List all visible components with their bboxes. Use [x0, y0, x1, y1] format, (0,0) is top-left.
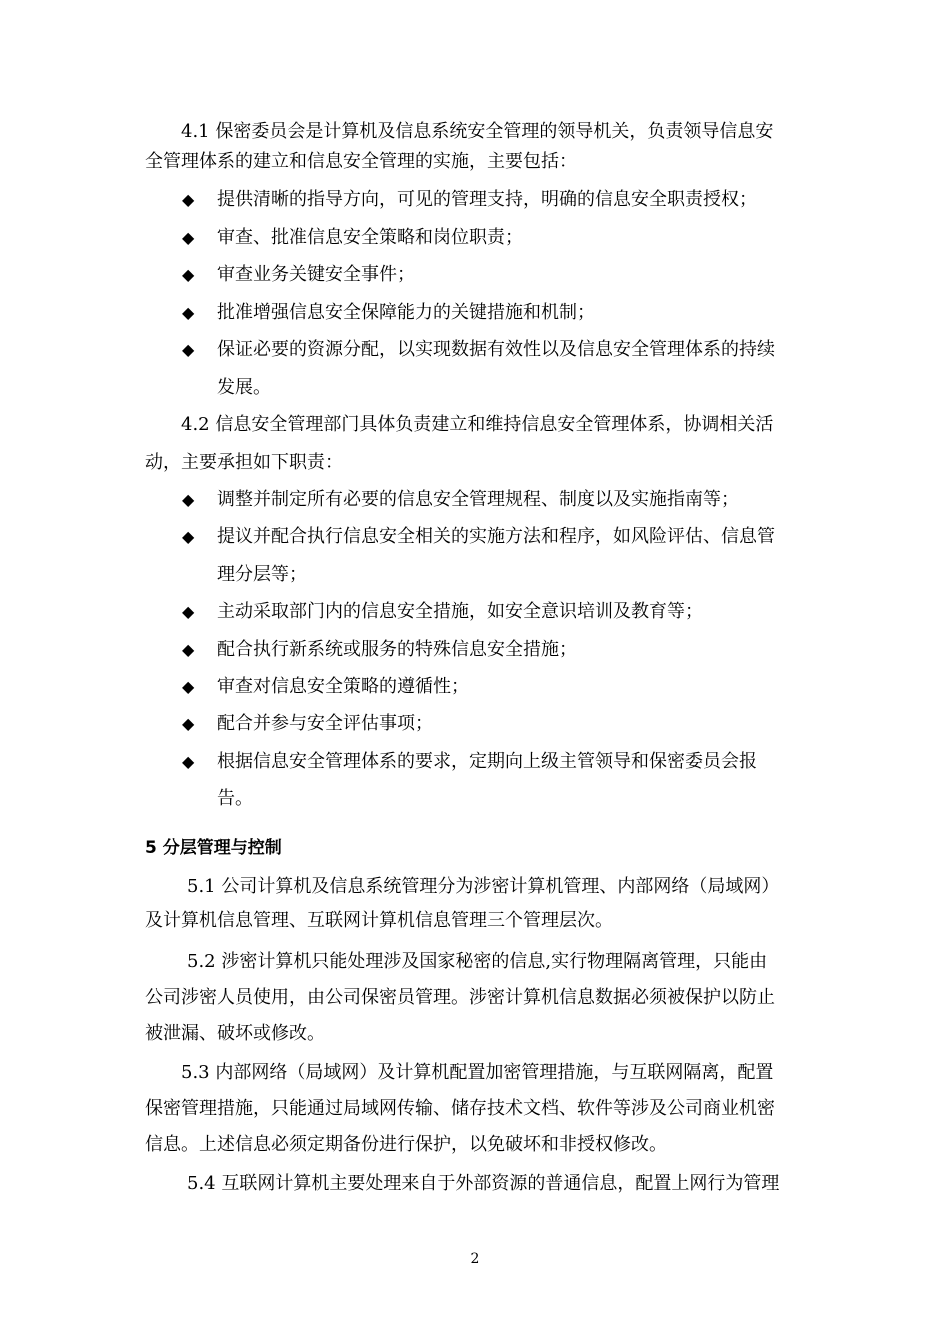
diamond-bullet-icon: ◆: [182, 265, 195, 284]
diamond-bullet-icon: ◆: [182, 752, 195, 771]
paragraph-5-3-line-1: 5.3 内部网络（局域网）及计算机配置加密管理措施，与互联网隔离，配置: [181, 1062, 774, 1083]
list-item-continuation: 发展。: [217, 377, 271, 398]
diamond-bullet-icon: ◆: [182, 677, 195, 696]
list-item: 审查业务关键安全事件；: [217, 264, 415, 285]
page-number: 2: [470, 1251, 480, 1267]
diamond-bullet-icon: ◆: [182, 714, 195, 733]
paragraph-5-1-line-1: 5.1 公司计算机及信息系统管理分为涉密计算机管理、内部网络（局域网）: [187, 876, 780, 897]
paragraph-4-1-line-2: 全管理体系的建立和信息安全管理的实施，主要包括：: [145, 151, 577, 172]
list-item: 配合并参与安全评估事项；: [217, 713, 433, 734]
list-item: 批准增强信息安全保障能力的关键措施和机制；: [217, 302, 595, 323]
section-5-heading: 5 分层管理与控制: [145, 838, 282, 858]
list-item: 配合执行新系统或服务的特殊信息安全措施；: [217, 639, 577, 660]
list-item: 提供清晰的指导方向，可见的管理支持，明确的信息安全职责授权；: [217, 189, 757, 210]
paragraph-4-2-line-1: 4.2 信息安全管理部门具体负责建立和维持信息安全管理体系，协调相关活: [181, 414, 774, 435]
paragraph-5-2-line-2: 公司涉密人员使用，由公司保密员管理。涉密计算机信息数据必须被保护以防止: [145, 987, 775, 1008]
list-item: 调整并制定所有必要的信息安全管理规程、制度以及实施指南等；: [217, 489, 739, 510]
diamond-bullet-icon: ◆: [182, 303, 195, 322]
paragraph-5-1-line-2: 及计算机信息管理、互联网计算机信息管理三个管理层次。: [145, 910, 613, 931]
list-item: 审查对信息安全策略的遵循性；: [217, 676, 469, 697]
diamond-bullet-icon: ◆: [182, 490, 195, 509]
list-item: 主动采取部门内的信息安全措施，如安全意识培训及教育等；: [217, 601, 703, 622]
paragraph-5-2-line-1: 5.2 涉密计算机只能处理涉及国家秘密的信息,实行物理隔离管理，只能由: [187, 951, 768, 972]
paragraph-5-3-line-3: 信息。上述信息必须定期备份进行保护，以免破坏和非授权修改。: [145, 1134, 667, 1155]
paragraph-5-3-line-2: 保密管理措施，只能通过局域网传输、储存技术文档、软件等涉及公司商业机密: [145, 1098, 775, 1119]
list-item-continuation: 理分层等；: [217, 564, 307, 585]
list-item: 根据信息安全管理体系的要求，定期向上级主管领导和保密委员会报: [217, 751, 757, 772]
diamond-bullet-icon: ◆: [182, 228, 195, 247]
diamond-bullet-icon: ◆: [182, 602, 195, 621]
list-item: 提议并配合执行信息安全相关的实施方法和程序，如风险评估、信息管: [217, 526, 775, 547]
paragraph-4-2-line-2: 动，主要承担如下职责：: [145, 452, 343, 473]
list-item-continuation: 告。: [217, 788, 253, 809]
diamond-bullet-icon: ◆: [182, 340, 195, 359]
diamond-bullet-icon: ◆: [182, 527, 195, 546]
list-item: 审查、批准信息安全策略和岗位职责；: [217, 227, 523, 248]
diamond-bullet-icon: ◆: [182, 190, 195, 209]
paragraph-5-4-line-1: 5.4 互联网计算机主要处理来自于外部资源的普通信息，配置上网行为管理: [187, 1173, 780, 1194]
paragraph-5-2-line-3: 被泄漏、破坏或修改。: [145, 1023, 325, 1044]
diamond-bullet-icon: ◆: [182, 640, 195, 659]
paragraph-4-1-line-1: 4.1 保密委员会是计算机及信息系统安全管理的领导机关，负责领导信息安: [181, 121, 774, 142]
list-item: 保证必要的资源分配，以实现数据有效性以及信息安全管理体系的持续: [217, 339, 775, 360]
